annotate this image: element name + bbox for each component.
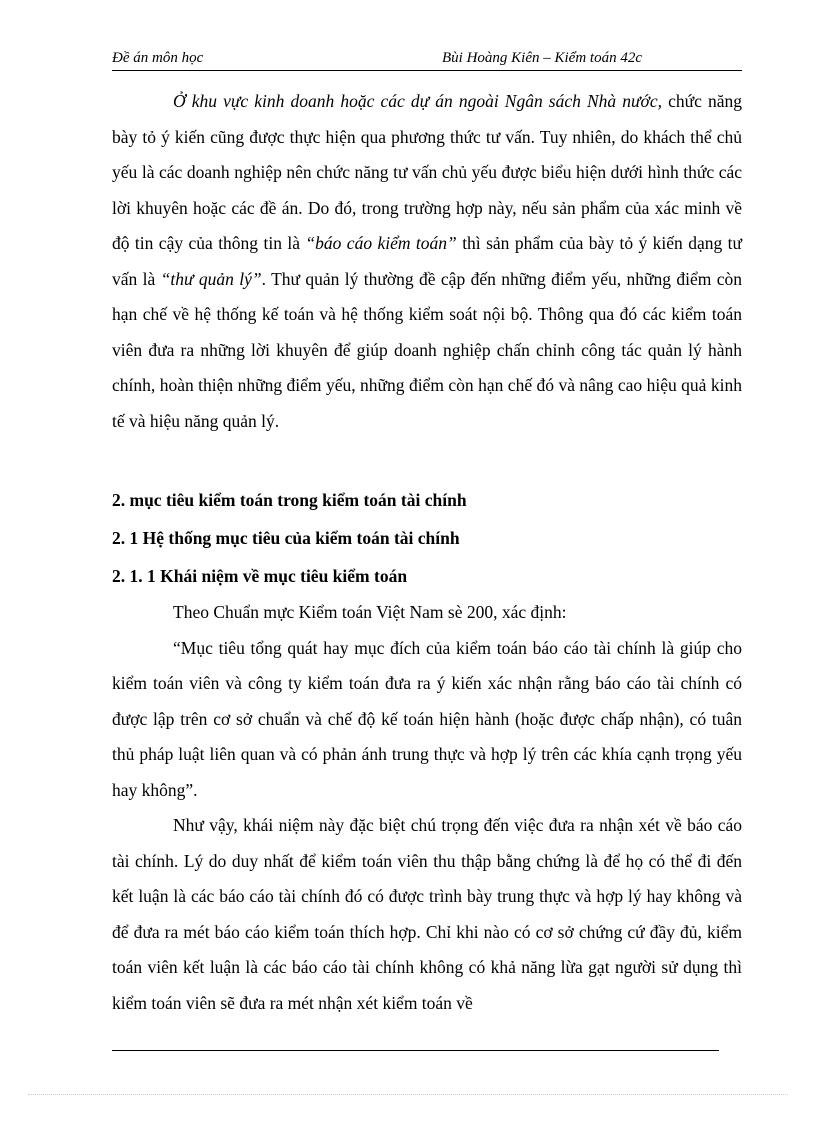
paragraph-standard-ref: Theo Chuẩn mực Kiểm toán Việt Nam sè 200, xác định: [173, 602, 567, 622]
document-body [112, 84, 742, 1021]
subsubsection-heading: 2. 1. 1 Khái niệm về mục tiêu kiểm toán [112, 566, 408, 586]
page-bottom-dotted-border [28, 1094, 788, 1095]
italic-lead: Ở khu vực kinh doanh hoặc các dự án ngoài Ngân sách Nhà nước, [173, 91, 663, 111]
header-author: Bùi Hoàng Kiên – Kiểm toán 42c [442, 50, 642, 66]
italic-management-letter: “thư quản lý” [160, 268, 262, 289]
paragraph-explanation: Như vậy, khái niệm này đặc biệt chú trọng đến việc đưa ra nhận xét về báo cáo tài chính. Lý do duy nhất để kiểm toán viên thu thập bằng chứng là để họ có thể đi đến kết luận là các báo cáo tài chính đó có được trình bày trung thực và hợp lý hay không và để đưa ra mét báo cáo kiểm toán thích hợp. Chỉ khi nào có cơ sở chứng cứ đầy đủ, kiểm toán viên kết luận là các báo cáo tài chính không có khả năng lừa gạt người sử dụng thì kiểm toán viên sẽ đưa ra mét nhận xét kiểm toán về [112, 815, 742, 1013]
paragraph-text: thì sản phẩm của bày tỏ ý kiến dạng tư vấn là [112, 233, 742, 289]
page-header [112, 48, 742, 71]
paragraph-text: . Thư quản lý thường đề cập đến những điểm yếu, những điểm còn hạn chế về hệ thống kế toán và hệ thống kiểm soát nội bộ. Thông qua đó các kiểm toán viên đưa ra những lời khuyên để giúp doanh nghiệp chấn chỉnh công tác quản lý hành chính, hoàn thiện những điểm yếu, những điểm còn hạn chế đó và nâng cao hiệu quả kinh tế và hiệu năng quản lý. [112, 268, 742, 431]
footer-divider [112, 1050, 719, 1051]
section-heading: 2. mục tiêu kiểm toán trong kiểm toán tài chính [112, 490, 467, 510]
paragraph-consulting [112, 84, 742, 439]
header-course-title: Đề án môn học [112, 50, 204, 66]
italic-audit-report: “báo cáo kiểm toán” [305, 233, 457, 253]
subsection-heading: 2. 1 Hệ thống mục tiêu của kiểm toán tài chính [112, 528, 460, 548]
paragraph-quote: “Mục tiêu tổng quát hay mục đích của kiểm toán báo cáo tài chính là giúp cho kiểm toán viên và công ty kiểm toán đưa ra ý kiến xác nhận rằng báo cáo tài chính có được lập trên cơ sở chuẩn và chế độ kế toán hiện hành (hoặc được chấp nhận), có tuân thủ pháp luật liên quan và có phản ánh trung thực và hợp lý trên các khía cạnh trọng yếu hay không”. [112, 637, 742, 800]
paragraph-text: chức năng bày tỏ ý kiến cũng được thực hiện qua phương thức tư vấn. Tuy nhiên, do khách thể chủ yếu là các doanh nghiệp nên chức năng tư vấn chủ yếu được biểu hiện dưới hình thức các lời khuyên hoặc các đề án. Do đó, trong trường hợp này, nếu sản phẩm của xác minh về độ tin cậy của thông tin là [112, 91, 742, 253]
